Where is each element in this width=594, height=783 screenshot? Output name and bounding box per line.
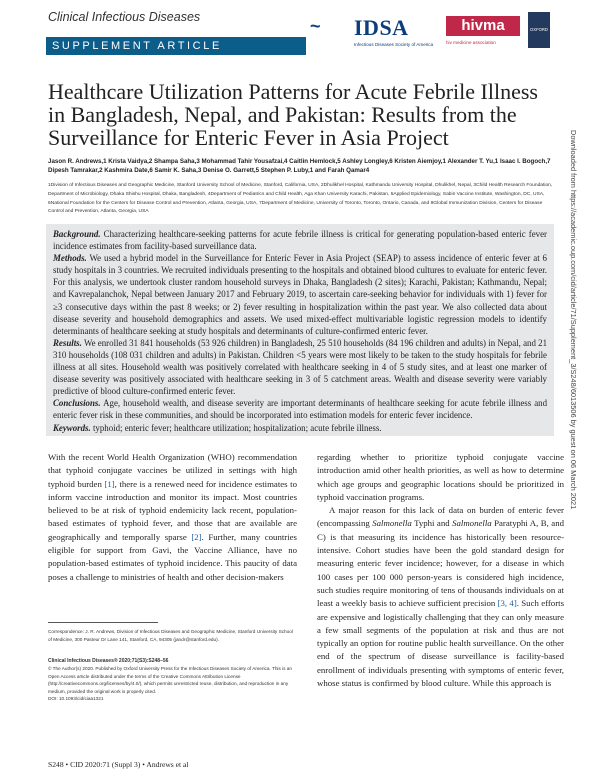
body-paragraph [317,504,564,690]
doi: DOI: 10.1093/cid/ciaa1321 [48,696,104,702]
body-text: . Further, many countries eligible for support from Gavi, the Vaccine Alliance, have no population-based estimates of typhoid incidence. This paucity of data poses a challenge to ministries of health and other decision-makers [48,531,297,582]
idsa-name: IDSA [354,15,409,40]
abstract-keywords [53,422,547,434]
body-text: Typhi and [411,518,453,529]
methods-label: Methods. [53,253,87,264]
keywords-text: typhoid; enteric fever; healthcare utilization; hospitalization; acute febrile illness. [92,422,382,433]
article-title: Healthcare Utilization Patterns for Acute Febrile Illness in Bangladesh, Nepal, and Pakistan: Results from the Surveillance for Enteric Fever in Asia Project [48,79,538,150]
author-list: Jason R. Andrews,1 Krista Vaidya,2 Shampa Saha,3 Mohammad Tahir Yousafzai,4 Caitlin Hemlock,5 Ashley Longley,6 Kristen Aiemjoy,1 Alexander T. Yu,1 Isaac I. Bogoch,7 Dipesh Tamrakar,2 Kashmira Date,6 Samir K. Saha,3 Denise O. Garrett,5 Stephen P. Luby,1 and Farah Qamar4 [48,158,551,174]
citation-block [48,658,298,702]
journal-name: Clinical Infectious Diseases [48,10,201,24]
hivma-subtitle: hiv medicine association [446,40,496,45]
body-column-left [48,451,297,584]
journal-citation: Clinical Infectious Diseases® 2020;71(S3):S248–56 [48,658,169,664]
reference-link[interactable]: [1] [104,478,115,489]
hivma-logo [444,10,522,50]
affiliations: 1Division of Infectious Diseases and Geographic Medicine, Stanford University School of Medicine, Stanford, California, USA, 2Dhulikhel Hospital, Kathmandu University Hospital, Dhulikhel, Nepal, 3Child Health Research Foundation, Department of Microbiology, Dhaka Shishu Hospital, Dhaka, Bangladesh, 4Department of Pediatrics and Child Health, Aga Khan University Karachi, Pakistan, 5Applied Epidemiology, Sabin Vaccine Institute, Washington, DC, USA, 6National Foundation for the Centers for Disease Control and Prevention, Atlanta, Georgia, USA, 7Department of Medicine, University of Toronto, Toronto, Ontario, Canada, and 8Global Immunization Division, Centers for Disease Control and Prevention, Atlanta, Georgia, USA [48,183,553,215]
reference-link[interactable]: [2] [191,531,202,542]
section-banner: SUPPLEMENT ARTICLE [46,37,306,55]
body-text: Paratyphi A, B, and C) is that measuring its incidence has historically been resource-intensive. Cohort studies have been the gold standard design for measuring enteric fever incidence; however, for a disease in which 100 cases per 100 000 person-years is considered high incidence, such studies require monitoring of tens of thousands individuals on at least a weekly basis to achieve sufficient precision [317,518,564,609]
results-text: We enrolled 31 841 households (53 926 children) in Bangladesh, 25 510 households (84 196 children and adults) in Nepal, and 21 310 households (108 031 children and adults) in Pakistan. Children <5 years were most likely to be taken to the study hospitals for febrile illness at all sites. Household wealth was positively correlated with healthcare seeking in 4 of 5 study sites, and at least one marker of disease severity was positively associated with healthcare seeking in 3 of 5 catchment areas. Wealth and disease severity were variably predictive of blood culture-confirmed enteric fever. [53,337,548,397]
body-paragraph [48,451,297,584]
abstract-results [53,337,547,397]
species-name: Salmonella [372,518,412,529]
hivma-name: hivma [446,16,520,36]
abstract-methods [53,252,547,337]
body-text: . Such efforts are expensive and logistically challenging that they can only measure a few small segments of the population at risk and thus are not typically an option for routine public health surveillance. On the other end of the spectrum of disease surveillance is facility-based enrollment of individuals presenting with symptoms of enteric fever, whose status is confirmed by blood culture. While this approach is [317,598,564,689]
body-text: regarding whether to prioritize typhoid conjugate vaccine introduction amid other health priorities, as well as how to determine which age groups and geographic locations should be prioritized in typhoid vaccination programs. [317,452,564,502]
body-text: , there is a renewed need for incidence estimates to inform vaccine introduction and monitor its impact. Most countries believed to be at risk of typhoid endemicity lack recent, population-based estimates of typhoid fever, and those that are available are geographically and temporally sparse [48,478,297,542]
footnote-divider [48,622,158,623]
conclusions-text: Age, household wealth, and disease severity are important determinants of healthcare seeking for acute febrile illness and enteric fever risk in these communities, and should be incorporated into estimation models for enteric fever incidence. [53,398,548,421]
results-label: Results. [53,337,82,348]
idsa-subtitle: Infectious Diseases Society of America [354,42,434,47]
idsa-mark: ~ [310,16,321,36]
abstract-conclusions [53,397,547,421]
methods-text: We used a hybrid model in the Surveillance for Enteric Fever in Asia Project (SEAP) to assess incidence of enteric fever at 6 study hospitals in 3 countries. We recruited individuals presenting to the hospitals and obtained blood cultures to evaluate for enteric fever. For this analysis, we undertook cluster random household surveys in Dhaka, Bangladesh (2 sites); Karachi, Pakistan; Kathmandu, Nepal; and Kavrepalanchok, Nepal between January 2017 and February 2019, to ascertain care-seeking behavior for individuals with 1) fever for ≥3 consecutive days within the past 8 weeks; or 2) fever resulting in hospitalization within the past year. We also collected data about disease severity and household demographics and assets. We used mixed-effect multivariable logistic regression models to identify determinants of healthcare seeking at study hospitals and determinants of culture-confirmed enteric fever. [53,253,547,336]
correspondence-note: Correspondence: J. R. Andrews, Division of Infectious Diseases and Geographic Medicine, Stanford University School of Medicine, 300 Pasteur Dr Lane 141, Stanford, CA, 94305 (jandr@stanford.edu). [48,629,293,642]
oxford-logo: OXFORD [528,12,550,48]
species-name: Salmonella [452,518,492,529]
idsa-logo [310,12,438,52]
page-footer: S248 • CID 2020:71 (Suppl 3) • Andrews et al [48,760,189,769]
body-column-right [317,451,564,690]
download-note-text: Downloaded from https://academic.oup.com/cid/article/71/Supplement_3/S248/6013506 by guest on 06 March 2021 [569,130,578,510]
reference-link[interactable]: [3, 4] [497,598,517,609]
abstract-background [53,228,547,252]
abstract-box [46,224,554,436]
conclusions-label: Conclusions. [53,398,101,409]
body-text: With the recent World Health Organization (WHO) recommendation that typhoid conjugate vaccines be utilized in settings with high typhoid burden [48,452,297,489]
background-text: Characterizing healthcare-seeking patterns for acute febrile illness is critical for generating population-based enteric fever incidence estimates from facility-based surveillance data. [53,229,547,252]
body-text: A major reason for this lack of data on burden of enteric fever (encompassing [317,505,564,529]
body-paragraph [317,451,564,504]
keywords-label: Keywords. [53,422,91,433]
copyright-notice: © The Author(s) 2020. Published by Oxford University Press for the Infectious Diseases Society of America. This is an Open Access article distributed under the terms of the Creative Commons Attribution License (http://creativecommons.org/licenses/by/4.0/), which permits unrestricted reuse, distribution, and reproduction in any medium, provided the original work is properly cited. [48,666,293,694]
download-note [566,130,578,670]
background-label: Background. [53,229,101,239]
